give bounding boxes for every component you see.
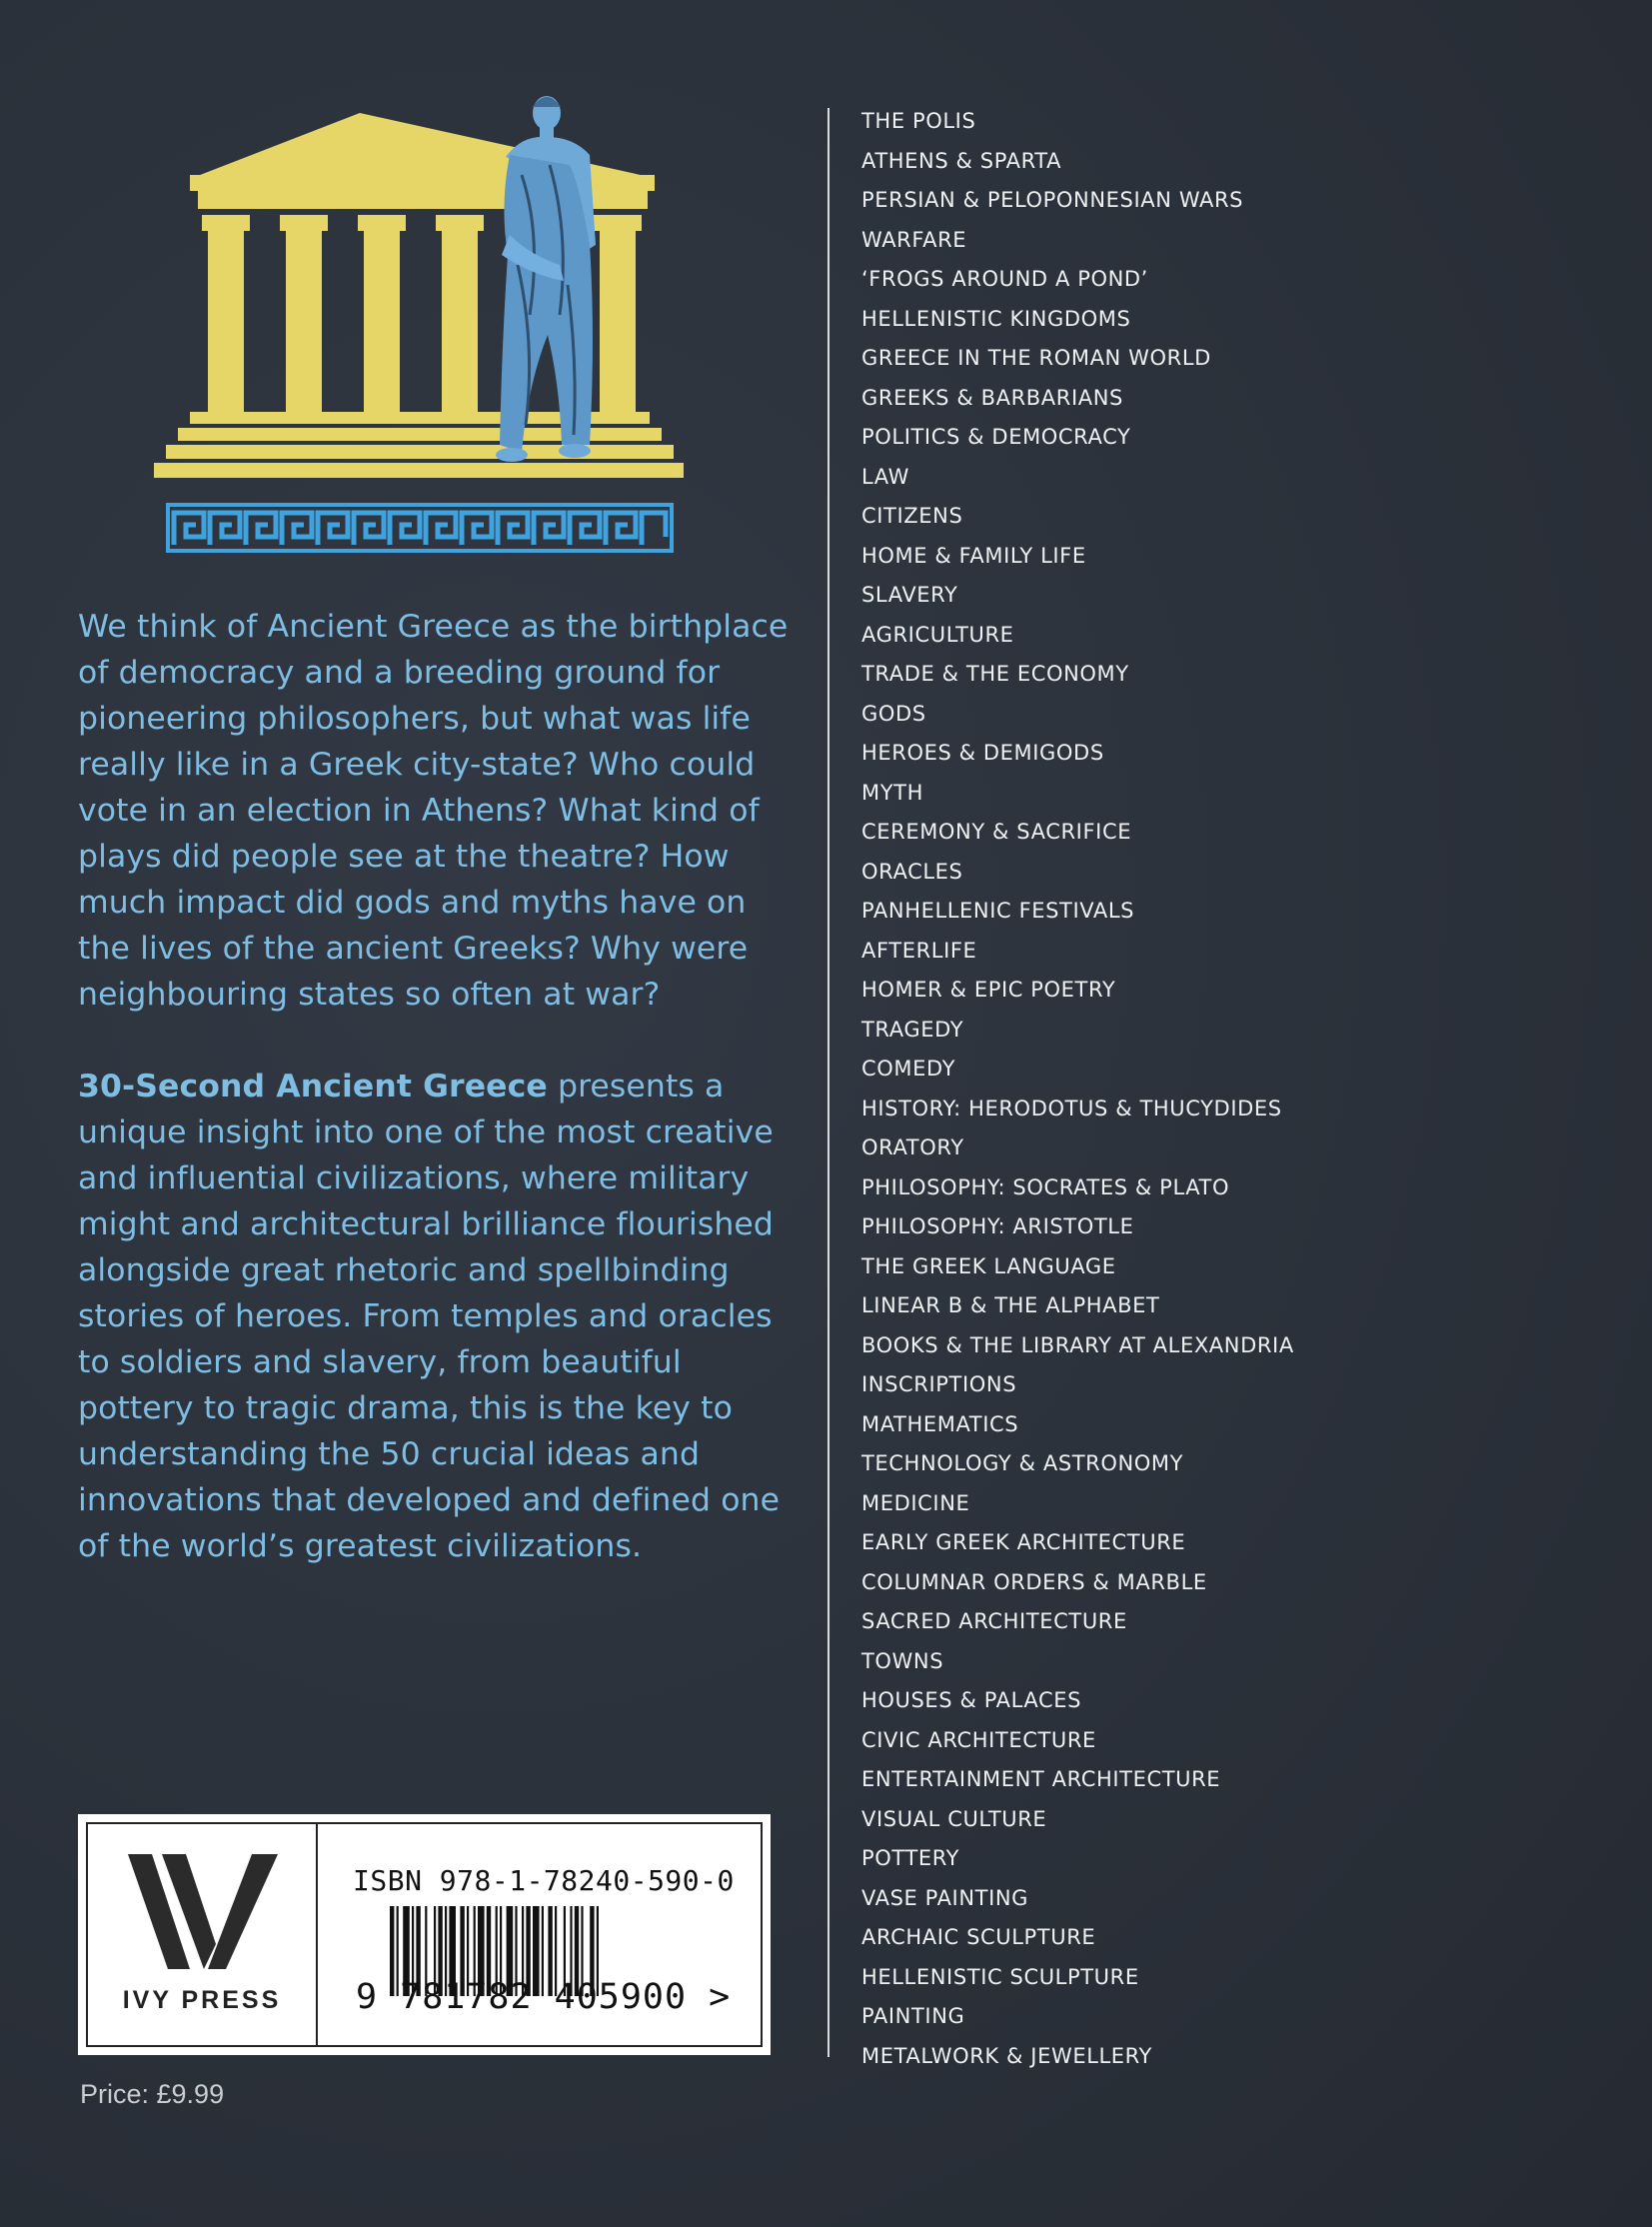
barcode-panel-frame [86, 1822, 763, 2047]
publisher-name: IVY PRESS [122, 1986, 282, 2014]
publisher-logo [88, 1824, 318, 2045]
contents-item: HISTORY: HERODOTUS & THUCYDIDES [861, 1096, 1282, 1120]
contents-item: TRADE & THE ECONOMY [861, 662, 1129, 686]
contents-item: ATHENS & SPARTA [861, 148, 1062, 173]
contents-item: LAW [861, 464, 909, 489]
contents-item: MYTH [861, 780, 923, 805]
contents-item: HOUSES & PALACES [861, 1688, 1082, 1712]
contents-item: ORACLES [861, 859, 963, 884]
contents-item: PAINTING [861, 2004, 965, 2028]
contents-item: ENTERTAINMENT ARCHITECTURE [861, 1767, 1221, 1791]
contents-item: METALWORK & JEWELLERY [861, 2043, 1152, 2068]
contents-item: WARFARE [861, 227, 967, 252]
greek-key-border-icon [168, 505, 672, 551]
contents-item: POLITICS & DEMOCRACY [861, 425, 1131, 449]
barcode-panel [78, 1814, 771, 2055]
contents-list [861, 102, 1561, 2076]
contents-item: COMEDY [861, 1057, 956, 1081]
contents-item: ‘FROGS AROUND A POND’ [861, 267, 1148, 291]
isbn-label: ISBN 978-1-78240-590-0 [353, 1864, 735, 1897]
contents-item: HOMER & EPIC POETRY [861, 978, 1116, 1002]
contents-item: PHILOSOPHY: SOCRATES & PLATO [861, 1174, 1230, 1199]
ivy-press-logo-icon [128, 1854, 278, 1969]
contents-item: HOME & FAMILY LIFE [861, 543, 1086, 568]
blurb-paragraph-2 [78, 1064, 798, 1569]
contents-item: HELLENISTIC KINGDOMS [861, 306, 1131, 331]
contents-item: ORATORY [861, 1135, 964, 1159]
contents-item: CIVIC ARCHITECTURE [861, 1727, 1096, 1752]
contents-item: TECHNOLOGY & ASTRONOMY [861, 1451, 1184, 1475]
contents-item: HEROES & DEMIGODS [861, 741, 1104, 765]
contents-item: VISUAL CULTURE [861, 1806, 1047, 1831]
blurb-paragraph-1: We think of Ancient Greece as the birthplace of democracy and a breeding ground for pioneering philosophers, but what was life really like in a Greek city-state? Who could vote in an election in Athens? What kind of plays did people see at the theatre? How much impact did gods and myths have on the lives of the ancient Greeks? Why were neighbouring states so often at war? [78, 609, 789, 1013]
contents-item: INSCRIPTIONS [861, 1372, 1017, 1396]
contents-item: MEDICINE [861, 1490, 970, 1515]
book-title: 30-Second Ancient Greece [78, 1069, 548, 1105]
contents-item: VASE PAINTING [861, 1885, 1029, 1910]
barcode-digits: 9 781782 405900 > [356, 1977, 732, 2017]
contents-item: MATHEMATICS [861, 1411, 1019, 1436]
contents-item: THE POLIS [861, 109, 976, 133]
contents-item: PERSIAN & PELOPONNESIAN WARS [861, 188, 1244, 212]
contents-item: PANHELLENIC FESTIVALS [861, 899, 1135, 923]
contents-item: CITIZENS [861, 504, 963, 528]
contents-item: EARLY GREEK ARCHITECTURE [861, 1530, 1186, 1554]
contents-item: CEREMONY & SACRIFICE [861, 820, 1132, 844]
blurb-paragraph-2-text: presents a unique insight into one of the most creative and influential civilizations, where military might and architectural brilliance flourished alongside great rhetoric and spellbinding stories of heroes. From temples and oracles to soldiers and slavery, from beautiful pottery to tragic drama, this is the key to understanding the 50 crucial ideas and innovations that developed and defined one of the world’s greatest civilizations. [78, 1069, 781, 1564]
contents-item: HELLENISTIC SCULPTURE [861, 1964, 1139, 1989]
contents-item: GREECE IN THE ROMAN WORLD [861, 346, 1211, 370]
contents-item: LINEAR B & THE ALPHABET [861, 1293, 1160, 1317]
temple-icon [154, 113, 684, 478]
blurb [78, 604, 798, 1615]
contents-item: SACRED ARCHITECTURE [861, 1609, 1127, 1633]
temple-statue-illustration [150, 85, 690, 565]
column-divider [827, 108, 829, 2057]
contents-item: TOWNS [861, 1648, 944, 1673]
price-label: Price: £9.99 [80, 2079, 225, 2109]
contents-item: PHILOSOPHY: ARISTOTLE [861, 1214, 1134, 1238]
contents-item: GODS [861, 701, 926, 726]
contents-item: BOOKS & THE LIBRARY AT ALEXANDRIA [861, 1332, 1294, 1357]
contents-item: GREEKS & BARBARIANS [861, 385, 1123, 410]
contents-item: THE GREEK LANGUAGE [861, 1253, 1116, 1278]
contents-item: AFTERLIFE [861, 938, 977, 963]
contents-item: TRAGEDY [861, 1017, 964, 1042]
contents-item: ARCHAIC SCULPTURE [861, 1925, 1096, 1949]
contents-item: COLUMNAR ORDERS & MARBLE [861, 1569, 1207, 1594]
contents-item: POTTERY [861, 1846, 960, 1870]
contents-item: SLAVERY [861, 583, 958, 607]
contents-item: AGRICULTURE [861, 622, 1014, 647]
